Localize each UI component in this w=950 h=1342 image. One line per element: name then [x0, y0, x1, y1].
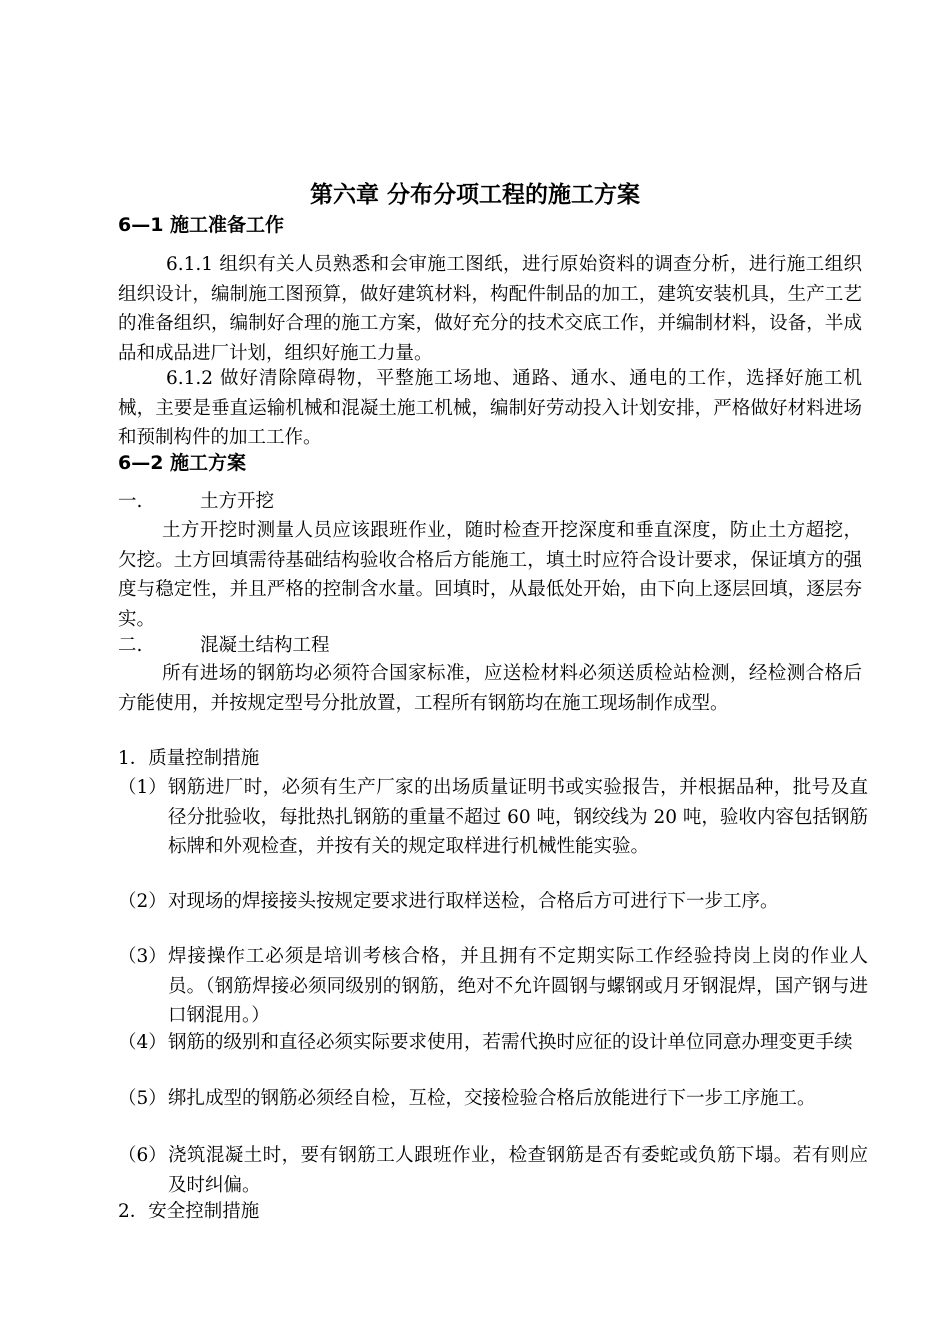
quality-control-heading: 1．质量控制措施: [118, 748, 260, 769]
item-text: 绑扎成型的钢筋必须经自检，互检，交接检验合格后放能进行下一步工序施工。: [168, 1088, 816, 1109]
paragraph-concrete: 所有进场的钢筋均必须符合国家标准，应送检材料必须送质检站检测，经检测合格后方能使用，并按规定型号分批放置，工程所有钢筋均在施工现场制作成型。: [118, 663, 862, 714]
quality-item-2: [118, 887, 868, 917]
safety-control-heading: 2．安全控制措施: [118, 1201, 260, 1222]
item-number: （1）: [118, 777, 167, 798]
item-text: 对现场的焊接接头按规定要求进行取样送检，合格后方可进行下一步工序。: [168, 891, 779, 912]
item-number: （5）: [118, 1088, 167, 1109]
subsection-number: 二.: [118, 635, 143, 656]
item-text: 钢筋的级别和直径必须实际要求使用，若需代换时应征的设计单位同意办理变更手续: [168, 1032, 853, 1053]
item-number: （2）: [118, 891, 167, 912]
item-text: 焊接操作工必须是培训考核合格，并且拥有不定期实际工作经验持岗上岗的作业人员。（钢筋焊接必须同级别的钢筋，绝对不允许圆钢与螺钢或月牙钢混焊，国产钢与进口钢混用。）: [168, 946, 868, 1026]
quality-item-4: [118, 1028, 868, 1058]
item-text: 浇筑混凝土时，要有钢筋工人跟班作业，检查钢筋是否有委蛇或负筋下塌。若有则应及时纠偏。: [168, 1145, 868, 1196]
section-heading-prep: 6—1 施工准备工作: [118, 214, 285, 236]
paragraph-earthwork: 土方开挖时测量人员应该跟班作业，随时检查开挖深度和垂直深度，防止土方超挖，欠挖。土方回填需待基础结构验收合格后方能施工，填土时应符合设计要求，保证填方的强度与稳定性，并且严格的控制含水量。回填时，从最低处开始，由下向上逐层回填，逐层夯实。: [118, 520, 862, 630]
item-number: （3）: [118, 946, 167, 967]
subsection-number: 一.: [118, 491, 143, 512]
item-number: （4）: [118, 1032, 167, 1053]
subsection-earthwork-heading: [118, 487, 274, 517]
subsection-concrete-heading: [118, 631, 330, 661]
subsection-label: 混凝土结构工程: [200, 635, 330, 656]
quality-item-6: [118, 1141, 868, 1200]
item-number: （6）: [118, 1145, 167, 1166]
quality-item-5: [118, 1084, 868, 1114]
subsection-label: 土方开挖: [200, 491, 275, 512]
paragraph-6-1-2: 6.1.2 做好清除障碍物，平整施工场地、通路、通水、通电的工作，选择好施工机械，主要是垂直运输机械和混凝土施工机械，编制好劳动投入计划安排，严格做好材料进场和预制构件的加工工作。: [118, 368, 862, 448]
paragraph-6-1-1: 6.1.1 组织有关人员熟悉和会审施工图纸，进行原始资料的调查分析，进行施工组织组织设计，编制施工图预算，做好建筑材料，构配件制品的加工，建筑安装机具，生产工艺的准备组织，编制好合理的施工方案，做好充分的技术交底工作，并编制材料，设备，半成品和成品进厂计划，组织好施工力量。: [118, 254, 862, 364]
chapter-title: 第六章 分布分项工程的施工方案: [309, 182, 640, 208]
item-text: 钢筋进厂时，必须有生产厂家的出场质量证明书或实验报告，并根据品种，批号及直径分批验收，每批热扎钢筋的重量不超过 60 吨，钢绞线为 20 吨，验收内容包括钢筋标牌和外观检查，并按有关的规定取样进行机械性能实验。: [168, 777, 868, 857]
quality-item-3: [118, 942, 868, 1031]
section-heading-plan: 6—2 施工方案: [118, 452, 247, 474]
quality-item-1: [118, 773, 868, 862]
